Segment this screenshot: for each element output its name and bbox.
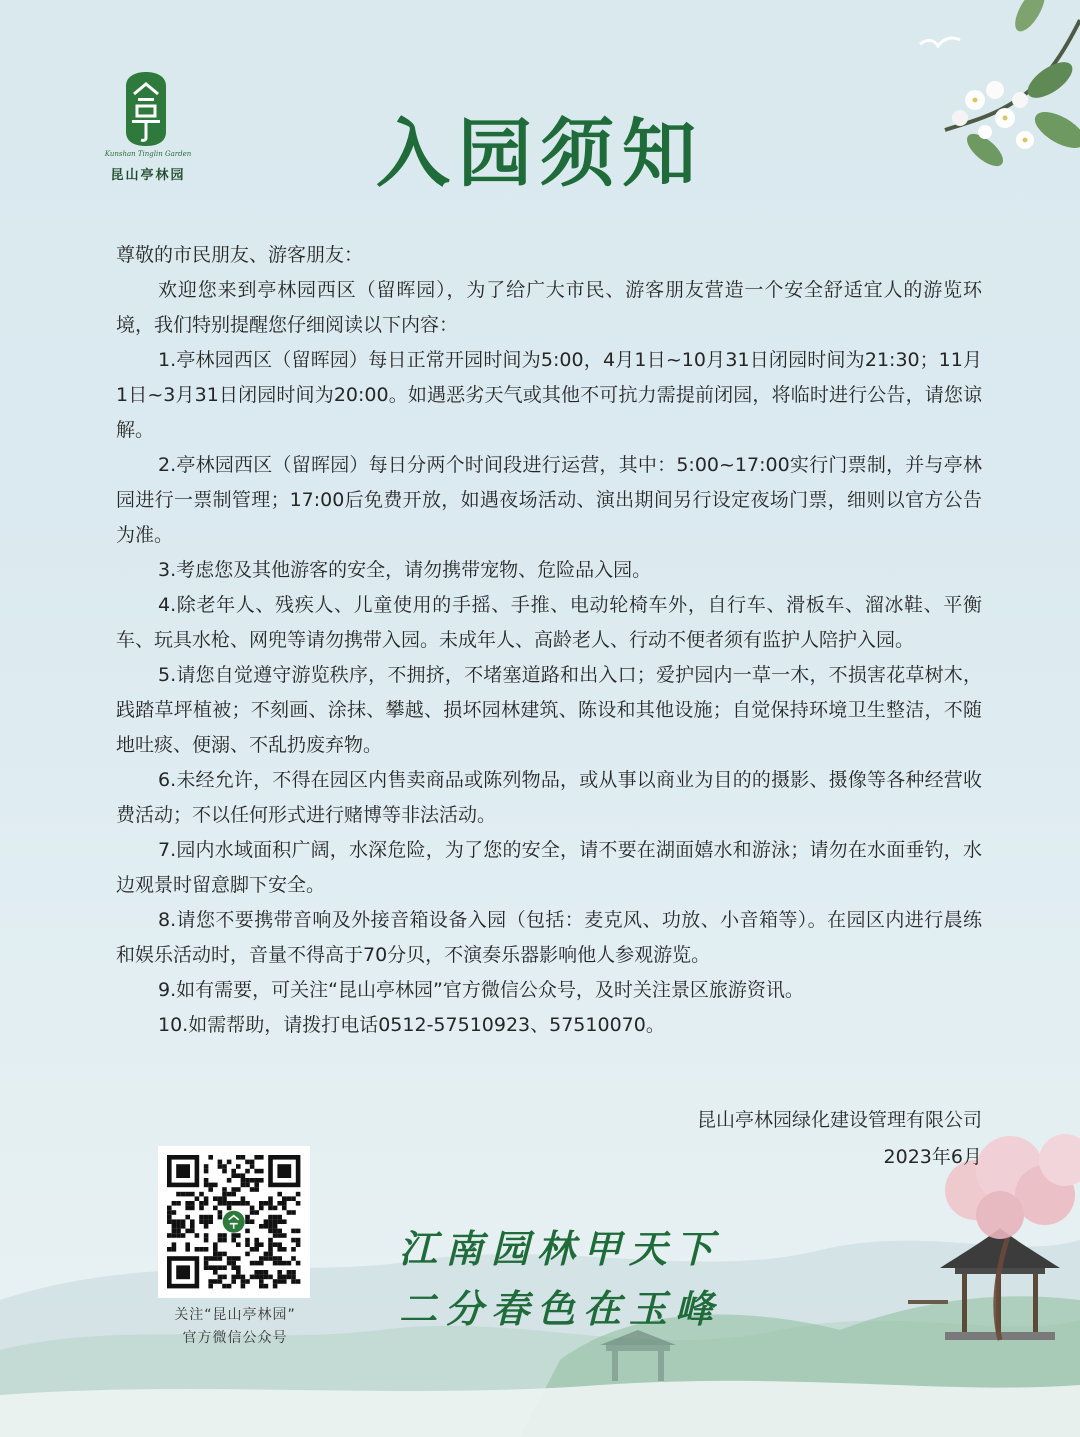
slogan-line1: 江南园林甲天下	[398, 1226, 721, 1271]
notice-body	[116, 238, 982, 1043]
rule-item: 2.亭林园西区（留晖园）每日分两个时间段进行运营，其中：5:00~17:00实行门票制，并与亭林园进行一票制管理；17:00后免费开放，如遇夜场活动、演出期间另行设定夜场门票，细则以官方公告为准。	[116, 454, 982, 546]
rule-item: 5.请您自觉遵守游览秩序，不拥挤，不堵塞道路和出入口；爱护园内一草一木，不损害花草树木，践踏草坪植被；不刻画、涂抹、攀越、损坏园林建筑、陈设和其他设施；自觉保持环境卫生整洁，不随地吐痰、便溺、不乱扔废弃物。	[116, 664, 982, 756]
rule-item: 4.除老年人、残疾人、儿童使用的手摇、手推、电动轮椅车外，自行车、滑板车、溜冰鞋、平衡车、玩具水枪、网兜等请勿携带入园。未成年人、高龄老人、行动不便者须有监护人陪护入园。	[116, 594, 982, 651]
rule-item: 10.如需帮助，请拨打电话0512-57510923、57510070。	[158, 1014, 665, 1036]
rule-item: 3.考虑您及其他游客的安全，请勿携带宠物、危险品入园。	[158, 559, 652, 581]
rule-item: 1.亭林园西区（留晖园）每日正常开园时间为5:00，4月1日~10月31日闭园时间为21:30；11月1日~3月31日闭园时间为20:00。如遇恶劣天气或其他不可抗力需提前闭园，将临时进行公告，请您谅解。	[116, 349, 982, 441]
logo-chinese-name: 昆山亭林园	[110, 168, 186, 183]
rule-item: 7.园内水域面积广阔，水深危险，为了您的安全，请不要在湖面嬉水和游泳；请勿在水面垂钓，水边观景时留意脚下安全。	[116, 839, 982, 896]
pavilion-logo-icon	[120, 72, 172, 146]
rule-item: 8.请您不要携带音响及外接音箱设备入园（包括：麦克风、功放、小音箱等）。在园区内进行晨练和娱乐活动时，音量不得高于70分贝，不演奏乐器影响他人参观游览。	[116, 909, 982, 966]
rule-item: 9.如有需要，可关注“昆山亭林园”官方微信公众号，及时关注景区旅游资讯。	[158, 979, 804, 1001]
slogan-line2: 二分春色在玉峰	[398, 1286, 721, 1331]
flowering-branch-illustration	[945, 0, 1080, 172]
qr-caption	[150, 1304, 320, 1350]
issue-date: 2023年6月	[883, 1146, 982, 1168]
logo-english-name: Kunshan Tinglin Garden	[104, 150, 192, 158]
bird-icon	[920, 38, 960, 46]
company-name: 昆山亭林园绿化建设管理有限公司	[696, 1109, 982, 1131]
wechat-qr-code[interactable]	[158, 1146, 310, 1298]
logo	[98, 72, 198, 184]
qr-code-icon	[158, 1146, 310, 1298]
qr-caption-line1: 关注“昆山亭林园”	[174, 1307, 296, 1323]
page-title: 入园须知	[376, 111, 704, 197]
rule-item: 6.未经允许，不得在园区内售卖商品或陈列物品，或从事以商业为目的的摄影、摄像等各种经营收费活动；不以任何形式进行赌博等非法活动。	[116, 769, 982, 826]
signature-block	[697, 1102, 982, 1176]
intro-paragraph: 欢迎您来到亭林园西区（留晖园），为了给广大市民、游客朋友营造一个安全舒适宜人的游览环境，我们特别提醒您仔细阅读以下内容：	[116, 279, 982, 336]
greeting: 尊敬的市民朋友、游客朋友：	[116, 244, 364, 266]
qr-caption-line2: 官方微信公众号	[182, 1330, 288, 1346]
